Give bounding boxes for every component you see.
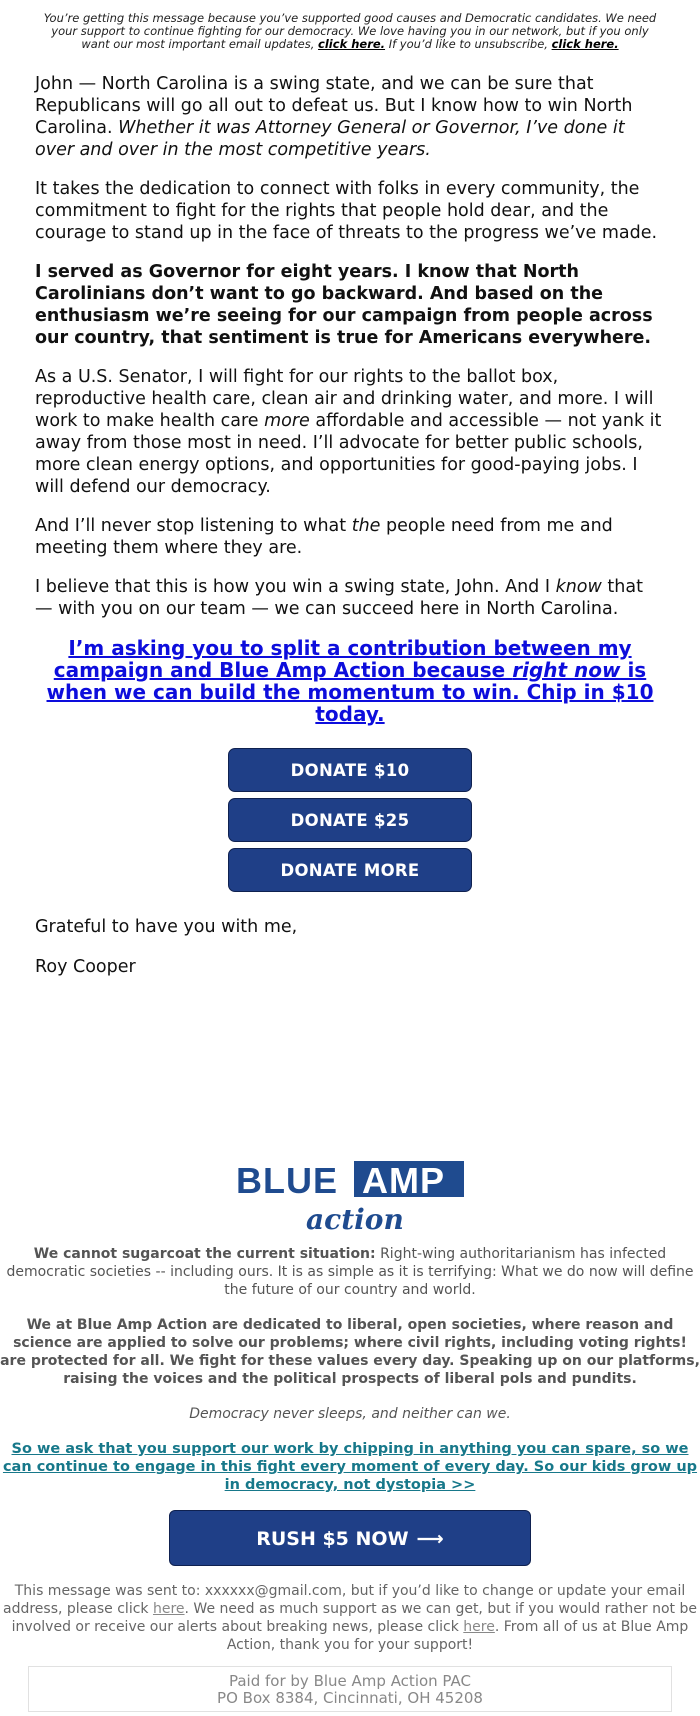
paragraph-4-text: As a U.S. Senator, I will fight for our rights to the ballot box, reproductive health care, clean air and drinking water, and more. I will work to make health care (35, 367, 654, 431)
sent-text-3: . From all of us at Blue Amp Action, thank you for your support! (226, 1619, 689, 1653)
opt-out-link[interactable]: here (463, 1619, 495, 1635)
footer-tagline: Democracy never sleeps, and neither can we. (189, 1406, 511, 1422)
paragraph-6 (35, 576, 665, 620)
ask-emphasis: right now (512, 658, 621, 682)
paid-for-box (28, 1666, 672, 1712)
paragraph-3: I served as Governor for eight years. I know that North Carolinians don’t want to go backward. And based on the enthusiasm we’re seeing for our campaign from people across our country, that sentiment is true for Americans everywhere. (35, 262, 653, 348)
paragraph-5-text: And I’ll never stop listening to what (35, 516, 352, 536)
donate-buttons (0, 748, 700, 898)
footer-lead-bold: We cannot sugarcoat the current situation: (33, 1246, 376, 1262)
paragraph-1 (35, 73, 665, 161)
sent-text-2: . We need as much support as we can get, but if you would rather not be involved or receive our alerts about breaking news, please click (11, 1601, 697, 1635)
footer-paragraph-1 (0, 1245, 700, 1299)
paragraph-4-emphasis: more (264, 411, 310, 431)
footer-appeal-link[interactable]: So we ask that you support our work by chipping in anything you can spare, so we can continue to engage in this fight every moment of every day. So our kids grow up in democracy, not dystopia >> (2, 1441, 698, 1493)
donation-ask (35, 637, 665, 725)
paragraph-5-emphasis: the (351, 516, 381, 536)
paragraph-4 (35, 366, 665, 498)
preheader-text-2: If you’d like to unsubscribe, (385, 37, 552, 51)
mailing-address: PO Box 8384, Cincinnati, OH 45208 (217, 1689, 483, 1707)
update-email-link[interactable]: here (152, 1601, 185, 1617)
preheader-text: You’re getting this message because you’ve supported good causes and Democratic candidates. We need your support to continue fighting for our democracy. We love having you in our network, but if you only want our most important email updates, (43, 11, 657, 51)
arrow-right-icon: ⟶ (416, 1528, 444, 1550)
footer-paragraph-2: We at Blue Amp Action are dedicated to liberal, open societies, where reason and science are applied to solve our problems; where civil rights, including voting rights! are protected for all. We fight for these values every day. Speaking up on our platforms, raising the voices and the political prospects of liberal pols and pundits. (0, 1317, 700, 1387)
donate-25-button[interactable]: DONATE $25 (228, 798, 472, 842)
donate-10-button[interactable]: DONATE $10 (228, 748, 472, 792)
paragraph-6-emphasis: know (555, 577, 602, 597)
donate-more-button[interactable]: DONATE MORE (228, 848, 472, 892)
paragraph-1-text: John — North Carolina is a swing state, and we can be sure that Republicans will go all out to defeat us. But I know how to win North Carolina. (35, 74, 633, 138)
logo-word-blue: BLUE (236, 1160, 338, 1201)
rush-5-button[interactable] (169, 1510, 531, 1566)
preheader (40, 12, 660, 51)
paid-for-line: Paid for by Blue Amp Action PAC (228, 1672, 471, 1690)
ask-text: I’m asking you to split a contribution between my campaign and Blue Amp Action because (53, 636, 632, 682)
logo-word-action: action (306, 1203, 404, 1233)
unsubscribe-link[interactable]: click here. (551, 37, 619, 51)
paragraph-5 (35, 515, 665, 559)
footer-appeal (0, 1440, 700, 1494)
paragraph-1-emphasis: Whether it was Attorney General or Governor, I’ve done it over and over in the most competitive years. (35, 118, 625, 160)
paragraph-2: It takes the dedication to connect with folks in every community, the commitment to fight for the rights that people hold dear, and the courage to stand up in the face of threats to the progress we’ve made. (35, 179, 658, 243)
rush-button-label: RUSH $5 NOW (256, 1528, 409, 1550)
blue-amp-action-logo (234, 1157, 466, 1233)
signoff-line: Grateful to have you with me, (35, 917, 298, 937)
ask-text-2: is when we can build the momentum to win. Chip in $10 today. (46, 658, 654, 726)
logo-word-amp: AMP (362, 1160, 445, 1201)
paragraph-5-text-2: people need from me and meeting them where they are. (35, 516, 613, 558)
signoff (35, 916, 665, 978)
paragraph-6-text: I believe that this is how you win a swing state, John. And I (35, 577, 556, 597)
footer-paragraph-1-text: Right-wing authoritarianism has infected democratic societies -- including ours. It is as simple as it is terrifying: What we do now will define the future of our country and world. (6, 1246, 694, 1298)
footer (0, 1245, 700, 1712)
letter-body (35, 73, 665, 620)
paragraph-6-text-2: that — with you on our team — we can succeed here in North Carolina. (35, 577, 643, 619)
sent-text: This message was sent to: xxxxxx@gmail.com, but if you’d like to change or update your email address, please click (3, 1583, 686, 1617)
signature-name: Roy Cooper (35, 957, 136, 977)
paragraph-4-text-2: affordable and accessible — not yank it away from those most in need. I’ll advocate for better public schools, more clean energy options, and opportunities for good-paying jobs. I will defend our democracy. (35, 411, 662, 497)
important-updates-link[interactable]: click here. (318, 37, 386, 51)
donation-ask-link[interactable] (47, 636, 654, 726)
sent-notice (0, 1582, 700, 1654)
